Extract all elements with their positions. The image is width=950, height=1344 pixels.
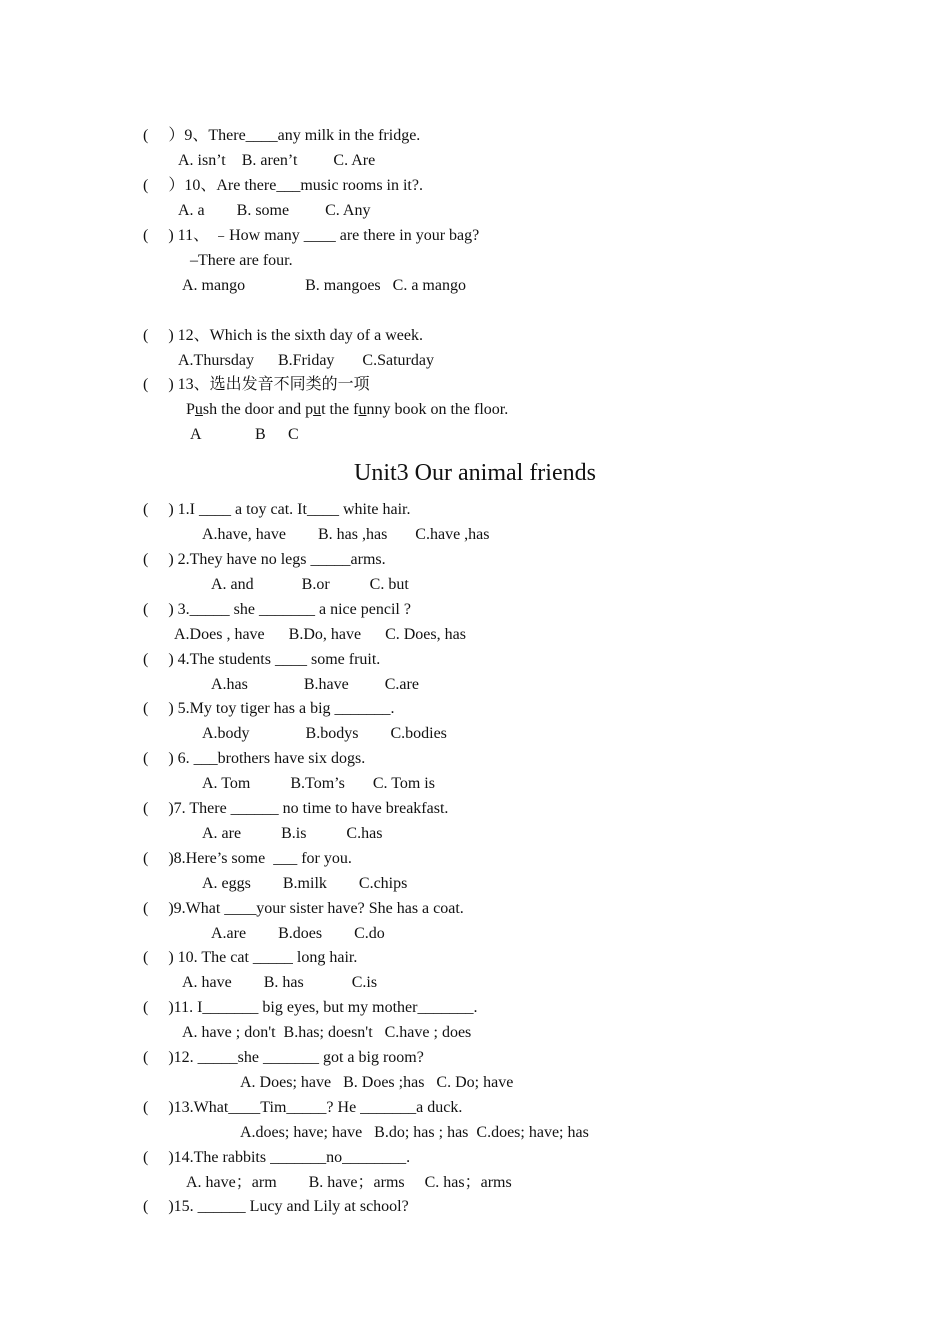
u3-question-1-options: A.have, have B. has ,has C.have ,has <box>202 526 490 543</box>
question-11-options: A. mango B. mangoes C. a mango <box>182 277 466 294</box>
u3-question-6: ( ) 6. ___brothers have six dogs. <box>143 750 366 767</box>
u3-question-12-options: A. Does; have B. Does ;has C. Do; have <box>240 1074 514 1091</box>
u3-question-1: ( ) 1.I ____ a toy cat. It____ white hair. <box>143 501 411 518</box>
u3-question-12: ( )12. _____she _______ got a big room? <box>143 1049 424 1066</box>
u3-question-4-options: A.has B.have C.are <box>211 676 419 693</box>
u3-question-4: ( ) 4.The students ____ some fruit. <box>143 651 381 668</box>
question-13: ( ) 13、选出发音不同类的一项 <box>143 376 370 393</box>
u3-question-10-options: A. have B. has C.is <box>182 974 378 991</box>
u3-question-14-options: A. have；arm B. have；arms C. has；arms <box>186 1174 512 1191</box>
u3-question-7-options: A. are B.is C.has <box>202 825 383 842</box>
u3-question-5-options: A.body B.bodys C.bodies <box>202 725 447 742</box>
u3-question-3-options: A.Does , have B.Do, have C. Does, has <box>174 626 466 643</box>
question-12: ( ) 12、Which is the sixth day of a week. <box>143 327 423 344</box>
u3-question-11-options: A. have ; don't B.has; doesn't C.have ; does <box>182 1024 472 1041</box>
question-11-answer: –There are four. <box>190 252 293 269</box>
u3-question-10: ( ) 10. The cat _____ long hair. <box>143 949 358 966</box>
question-13-label-c: C <box>288 426 299 443</box>
question-13-sentence: Push the door and put the funny book on the floor. <box>186 401 509 418</box>
u3-question-9: ( )9.What ____your sister have? She has a coat. <box>143 900 464 917</box>
u3-question-15: ( )15. ______ Lucy and Lily at school? <box>143 1198 409 1215</box>
u3-question-13: ( )13.What____Tim_____? He _______a duck. <box>143 1099 463 1116</box>
u3-question-13-options: A.does; have; have B.do; has ; has C.does; have; has <box>240 1124 589 1141</box>
question-12-options: A.Thursday B.Friday C.Saturday <box>178 352 434 369</box>
u3-question-8-options: A. eggs B.milk C.chips <box>202 875 408 892</box>
u3-question-6-options: A. Tom B.Tom’s C. Tom is <box>202 775 435 792</box>
u3-question-8: ( )8.Here’s some ___ for you. <box>143 850 352 867</box>
u3-question-2-options: A. and B.or C. but <box>211 576 409 593</box>
u3-question-3: ( ) 3._____ she _______ a nice pencil ? <box>143 601 411 618</box>
u3-question-14: ( )14.The rabbits _______no________. <box>143 1149 411 1166</box>
question-13-label-b: B <box>255 426 266 443</box>
question-10-options: A. a B. some C. Any <box>178 202 371 219</box>
question-9: ( ）9、There____any milk in the fridge. <box>143 127 421 144</box>
question-9-options: A. isn’t B. aren’t C. Are <box>178 152 376 169</box>
question-11: ( ) 11、 ﹣How many ____ are there in your bag? <box>143 227 480 244</box>
u3-question-5: ( ) 5.My toy tiger has a big _______. <box>143 700 395 717</box>
question-10: ( ）10、Are there___music rooms in it?. <box>143 177 423 194</box>
u3-question-2: ( ) 2.They have no legs _____arms. <box>143 551 386 568</box>
question-13-label-a: A <box>190 426 202 443</box>
u3-question-9-options: A.are B.does C.do <box>211 925 385 942</box>
u3-question-7: ( )7. There ______ no time to have breakfast. <box>143 800 449 817</box>
unit-title: Unit3 Our animal friends <box>354 460 596 486</box>
u3-question-11: ( )11. I_______ big eyes, but my mother_______. <box>143 999 478 1016</box>
